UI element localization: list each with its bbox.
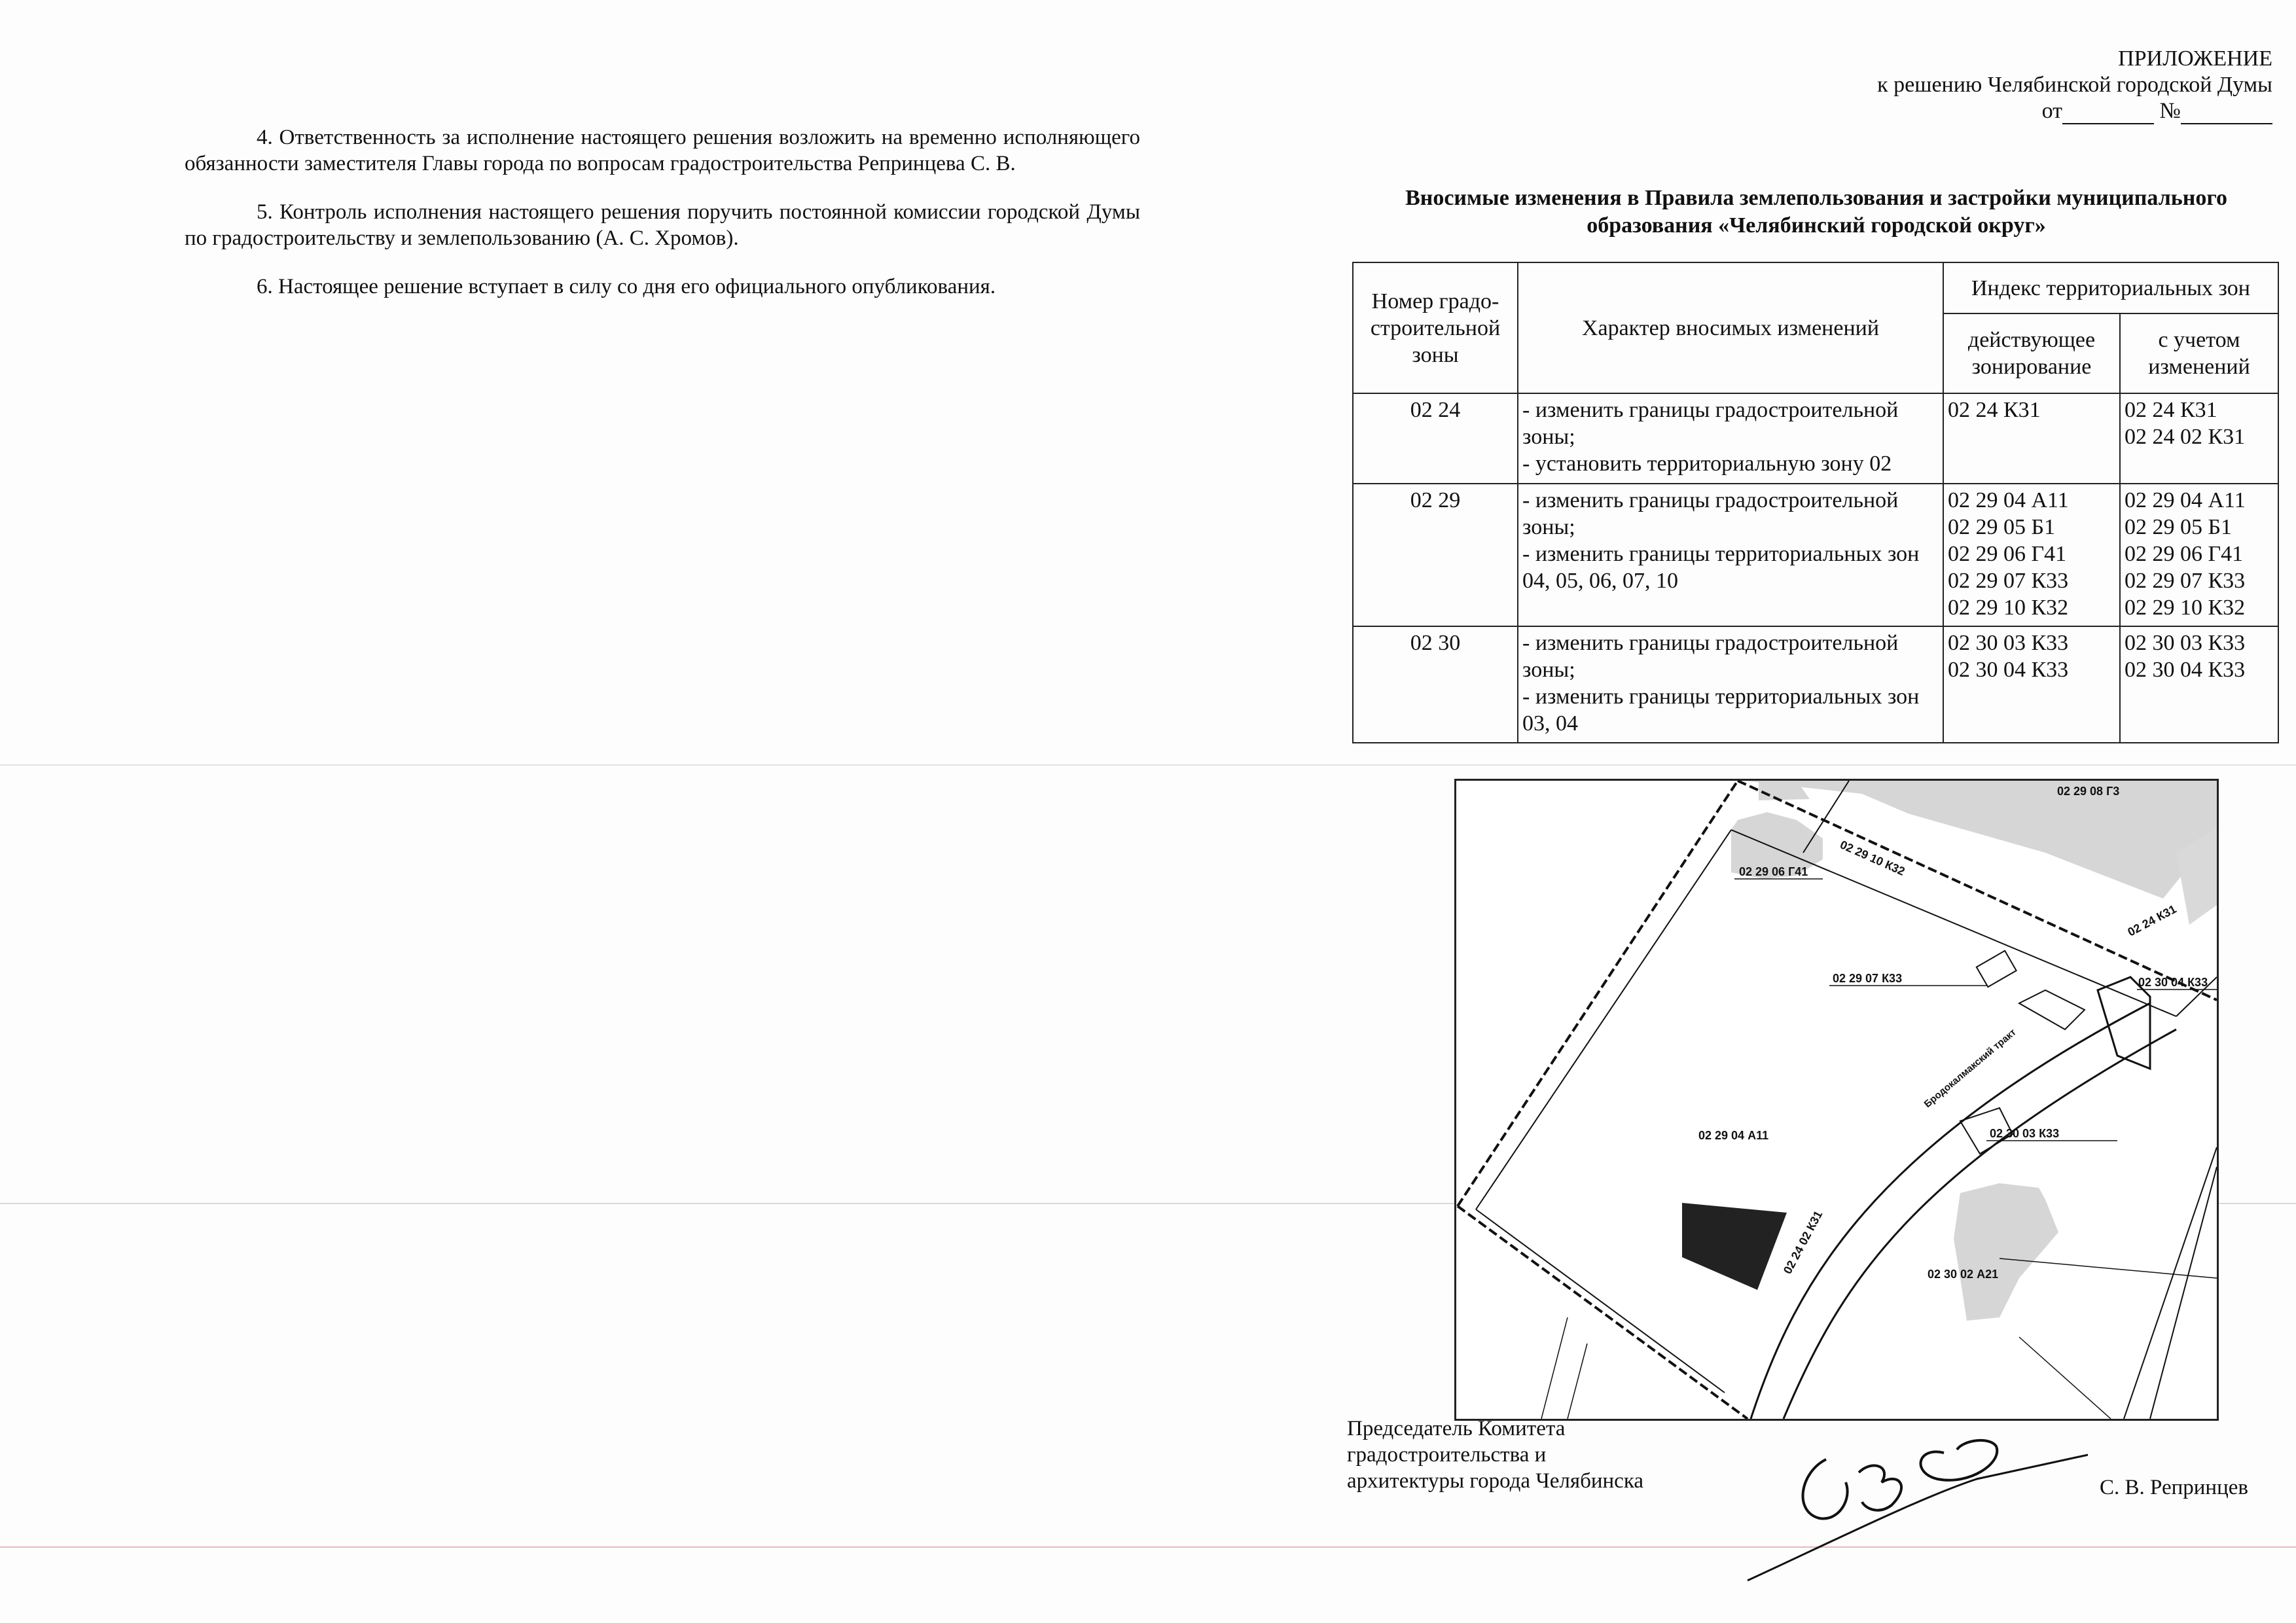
label-street: Бродокалмакский тракт	[1922, 1026, 2018, 1111]
signer-name: С. В. Репринцев	[2100, 1476, 2248, 1499]
changes-cell	[1518, 626, 1943, 743]
document-title-line-2: образования «Челябинский городской округ»	[1587, 213, 2046, 238]
zone-code: 02 24 02 К31	[2125, 425, 2246, 449]
zone-code: 02 24 К31	[1948, 398, 2041, 422]
map-line	[1541, 1317, 1568, 1419]
signer-line-3: архитектуры города Челябинска	[1347, 1469, 1644, 1493]
table-row	[1353, 484, 2278, 626]
change-line: - установить территориальную зону 02	[1522, 452, 1892, 476]
changes-table	[1352, 262, 2279, 743]
with-changes-cell	[2120, 626, 2278, 743]
change-line: - изменить границы территориальных зон 03, 04	[1522, 685, 1920, 736]
appendix-title: ПРИЛОЖЕНИЕ	[2118, 46, 2272, 71]
inner-parcel-line	[1476, 830, 1731, 1209]
zone-code: 02 30 03 К33	[2125, 631, 2246, 655]
zone-code: 02 24 К31	[2125, 398, 2217, 422]
label-02-30-03-k33: 02 30 03 К33	[1990, 1127, 2060, 1140]
signer-line-1: Председатель Комитета	[1347, 1417, 1566, 1440]
zone-code: 02 29 04 А11	[1948, 488, 2069, 512]
table-row	[1353, 393, 2278, 484]
zone-code: 02 30 03 К33	[1948, 631, 2069, 655]
with-changes-cell	[2120, 484, 2278, 626]
with-changes-cell	[2120, 393, 2278, 484]
zone-code: 02 29 06 Г41	[2125, 542, 2244, 566]
map-line	[2000, 1258, 2217, 1278]
change-line: - изменить границы градостроительной зоны;	[1522, 398, 1899, 449]
current-zoning-cell	[1943, 626, 2120, 743]
road-annex	[2019, 990, 2085, 1029]
zone-number-cell: 02 30	[1353, 626, 1518, 743]
road-annex	[2098, 977, 2150, 1069]
building	[1977, 951, 2017, 987]
zone-code: 02 29 10 К32	[2125, 596, 2246, 620]
changes-cell	[1518, 393, 1943, 484]
map-line	[2150, 1167, 2217, 1419]
zone-02-29-boundary	[1458, 781, 1738, 1206]
dark-lot	[1682, 1203, 1787, 1290]
zone-code: 02 29 05 Б1	[2125, 515, 2233, 539]
number-blank	[2181, 103, 2272, 124]
appendix-date-number-line	[1749, 98, 2272, 124]
label-02-29-10-k32: 02 29 10 К32	[1838, 838, 1907, 878]
label-02-24-02-k31: 02 24 02 К31	[1780, 1208, 1825, 1276]
document-title	[1355, 185, 2278, 240]
zone-code: 02 29 07 К33	[2125, 569, 2246, 593]
zoning-map	[1454, 779, 2219, 1421]
label-02-29-08-g3: 02 29 08 Г3	[2057, 785, 2120, 798]
change-line: - изменить границы градостроительной зоны;	[1522, 488, 1899, 539]
signer-line-2: градостроительства и	[1347, 1443, 1547, 1467]
map-line	[2124, 1147, 2217, 1419]
zone-code: 02 29 05 Б1	[1948, 515, 2056, 539]
paragraph-4: 4. Ответственность за исполнение настоящего решения возложить на временно исполняющего обязанности заместителя Главы города по вопросам градостроительства Репринцева С. В.	[185, 126, 1140, 175]
label-02-29-04-a11: 02 29 04 А11	[1698, 1129, 1769, 1142]
zone-code: 02 29 10 К32	[1948, 596, 2069, 620]
zone-code: 02 29 06 Г41	[1948, 542, 2067, 566]
header-changes: Характер вносимых изменений	[1518, 262, 1943, 393]
label-02-30-02-a21: 02 30 02 А21	[1928, 1268, 1999, 1281]
paragraph-6: 6. Настоящее решение вступает в силу со дня его официального опубликования.	[257, 275, 996, 298]
header-with-changes: с учетом изменений	[2120, 313, 2278, 393]
current-zoning-cell	[1943, 393, 2120, 484]
change-line: - изменить границы территориальных зон 04, 05, 06, 07, 10	[1522, 542, 1920, 593]
scan-line	[0, 764, 2296, 766]
zone-number-cell: 02 24	[1353, 393, 1518, 484]
handwritten-signature	[1721, 1433, 2088, 1584]
zone-code: 02 29 04 А11	[2125, 488, 2246, 512]
header-index-group: Индекс территориальных зон	[1943, 262, 2278, 313]
label-02-24-k31: 02 24 К31	[2125, 902, 2179, 939]
header-zone-number: Номер градо-строительной зоны	[1353, 262, 1518, 393]
signer-title	[1347, 1416, 1643, 1494]
date-label: от	[2041, 99, 2063, 123]
left-column-text	[185, 124, 1140, 322]
zone-number-cell: 02 29	[1353, 484, 1518, 626]
map-line	[1568, 1344, 1587, 1419]
map-line	[2019, 1337, 2111, 1419]
zone-02-30-02-area	[1954, 1183, 2058, 1321]
change-line: - изменить границы градостроительной зоны;	[1522, 631, 1899, 682]
label-02-29-06-g41: 02 29 06 Г41	[1739, 865, 1808, 878]
paragraph-5: 5. Контроль исполнения настоящего решения поручить постоянной комиссии городской Думы по градостроительству и землепользованию (А. С. Хромов).	[185, 200, 1140, 250]
changes-cell	[1518, 484, 1943, 626]
table-row	[1353, 626, 2278, 743]
date-blank	[2062, 103, 2154, 124]
zone-code: 02 30 04 К33	[1948, 658, 2069, 682]
road-edge	[1751, 1003, 2150, 1419]
current-zoning-cell	[1943, 484, 2120, 626]
appendix-header	[1749, 46, 2272, 124]
zoning-map-svg	[1456, 781, 2217, 1419]
appendix-decision-line: к решению Челябинской городской Думы	[1877, 73, 2272, 97]
zone-code: 02 30 04 К33	[2125, 658, 2246, 682]
label-02-29-07-k33: 02 29 07 К33	[1833, 972, 1903, 985]
zone-code: 02 29 07 К33	[1948, 569, 2069, 593]
label-02-30-04-k33: 02 30 04 К33	[2138, 976, 2208, 989]
number-label: №	[2159, 99, 2181, 123]
header-current-zoning: действующее зонирование	[1943, 313, 2120, 393]
document-title-line-1: Вносимые изменения в Правила землепользования и застройки муниципального	[1405, 186, 2227, 210]
